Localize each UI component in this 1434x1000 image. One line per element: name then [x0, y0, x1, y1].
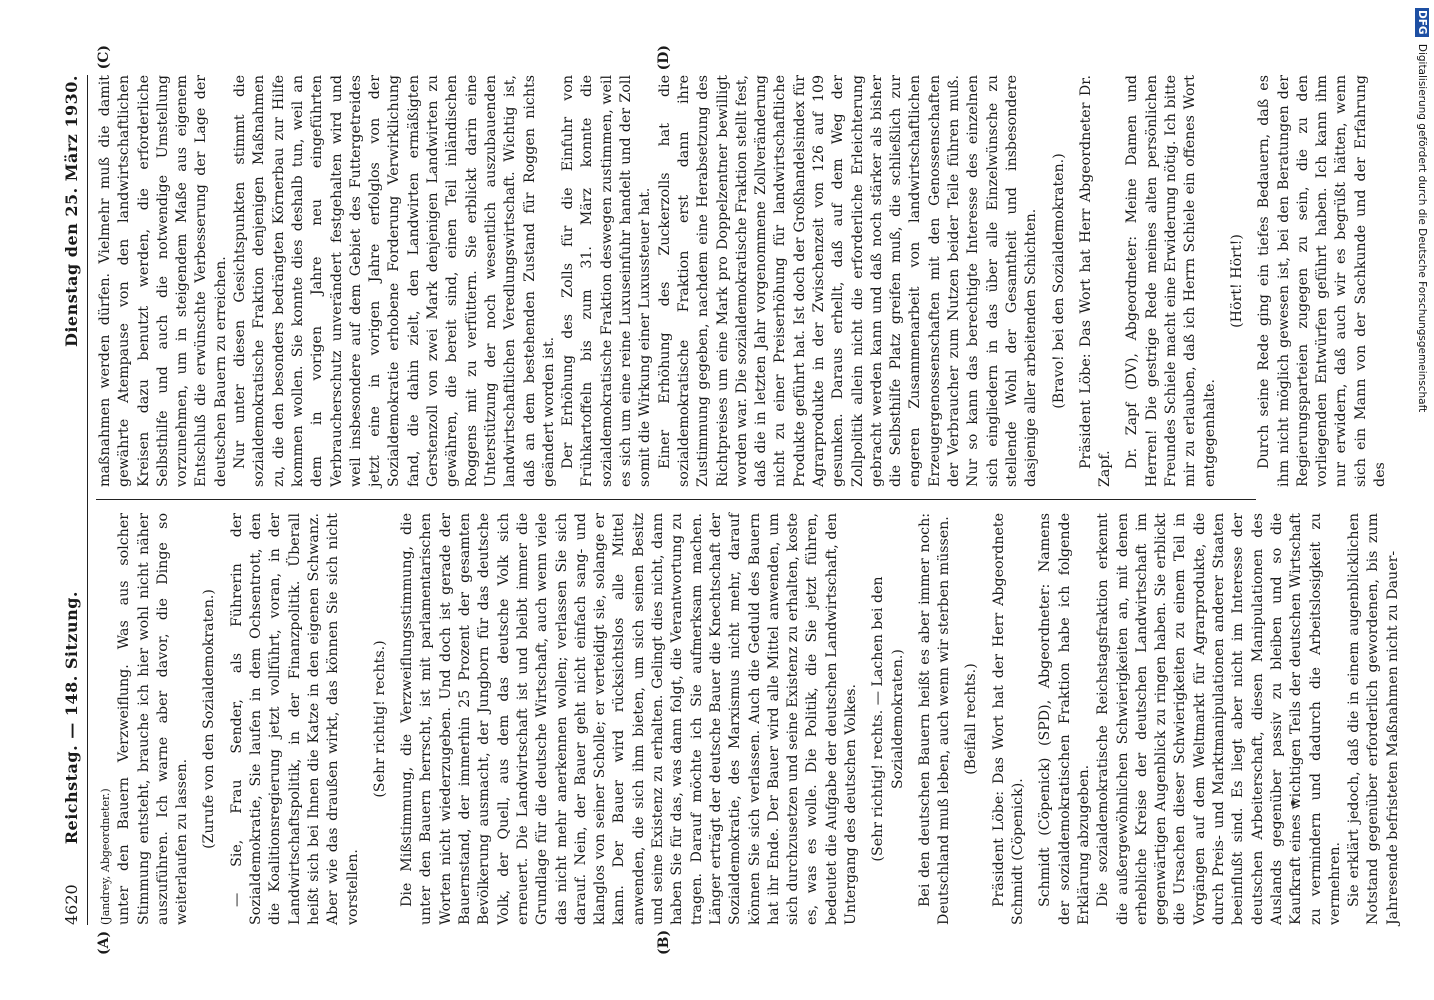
- margin-letter-b: (B): [656, 929, 672, 955]
- president-statement: Präsident Löbe: Das Wort hat Herr Abgeordneter Dr. Zapf.: [1077, 75, 1114, 487]
- scanned-page: [42, 45, 1401, 955]
- margin-letter-d: (D): [656, 45, 672, 71]
- digitization-credit: [1412, 8, 1432, 948]
- president-statement: Präsident Löbe: Das Wort hat der Herr Abgeordnete Schmidt (Cöpenick).: [990, 513, 1027, 925]
- session-date: Dienstag den 25. März 1930.: [62, 75, 81, 348]
- digitization-credit-text: Digitalisierung gefördert durch die Deutsche Forschungsgemeinschaft: [1416, 43, 1428, 413]
- session-title: Reichstag. — 148. Sitzung.: [62, 591, 81, 845]
- speaker-intro: Schmidt (Cöpenick) (SPD), Abgeordneter: Namens der sozialdemokratischen Fraktion habe ich folgende Erklärung abzugeben.: [1037, 513, 1092, 925]
- interjection: (Hört! Hört!): [1228, 234, 1245, 328]
- paragraph: Die sozialdemokratische Reichstagsfraktion erkennt die außergewöhnlichen Schwierigkeiten an, mit denen erhebliche Kreise der deutschen Landwirtschaft im gegenwärtigen Augenblick zu ringen haben. Sie erblickt die Ursachen dieser Schwierigkeiten zu einem Teil in Vorgängen auf dem Weltmarkt für Agrarprodukte, die durch Preis- und Marktmanipulationen anderer Staaten beeinflußt sind. Es liegt aber nicht im Interesse der deutschen Arbeiterschaft, diesen Manipulationen des Auslands gegenüber passiv zu bleiben und so die Kaufkraft eines wichtigen Teils der deutschen Wirtschaft zu vermindern und dadurch die Arbeitslosigkeit zu vermehren.: [1095, 513, 1343, 925]
- page-header: [62, 75, 88, 925]
- paragraph: — Sie, Frau Sender, als Führerin der Sozialdemokratie, Sie laufen in dem Ochsentrott, den die Koalitionsregierung jetzt vollführt, voran, in der Landwirtschaftspolitik, in der Finanzpolitik. Überall heißt sich bei Ihnen die Katze in den eigenen Schwanz. Aber wie das draußen wirkt, das können Sie sich nicht vorstellen.: [228, 513, 361, 925]
- margin-letter-c: (C): [96, 45, 112, 70]
- interjection: (Beifall rechts.): [963, 663, 980, 775]
- paragraph: Bei den deutschen Bauern heißt es aber immer noch: Deutschland muß leben, auch wenn wir sterben müssen.: [916, 513, 953, 925]
- interjection: (Bravo! bei den Sozialdemokraten.): [1050, 153, 1067, 409]
- page-number: 4620: [62, 884, 81, 925]
- speaker-continuation: (Jandrey, Abgeordneter.): [99, 788, 112, 925]
- paragraph: unter den Bauern Verzweiflung. Was aus solcher Stimmung entsteht, brauche ich hier wohl nicht näher auszuführen. Ich warne aber davor, die Dinge so weiterlaufen zu lassen.: [116, 513, 191, 925]
- dfg-logo-icon: DFG: [1416, 10, 1428, 35]
- paragraph: Die Mißstimmung, die Verzweiflungsstimmung, die unter den Bauern herrscht, ist mit parlamentarischen Worten nicht wiederzugeben. Und doch ist gerade der Bauernstand, der immerhin 25 Prozent der gesamten Bevölkerung ausmacht, der Jungborn für das deutsche Volk, der Quell, aus dem das deutsche Volk sich erneuert. Die Landwirtschaft ist und bleibt immer die Grundlage für die deutsche Wirtschaft, auch wenn viele das nicht mehr anerkennen wollen; verlassen Sie sich darauf. Nein, der Bauer geht nicht einfach sang- und klanglos von seiner Scholle; er verteidigt sie, solange er kann. Der Bauer wird rücksichtslos alle Mittel anwenden, die sich ihm bieten, um sich seinen Besitz und seine Existenz zu erhalten. Gelingt dies nicht, dann haben Sie für das, was dann folgt, die Verantwortung zu tragen. Darauf möchte ich Sie aufmerksam machen. Länger erträgt der deutsche Bauer die Knechtschaft der Sozialdemokratie, des Marxismus nicht mehr, darauf können Sie sich verlassen. Auch die Geduld des Bauern hat ihr Ende. Der Bauer wird alle Mittel anwenden, um sich durchzusetzen und seine Existenz zu erhalten, koste es, was es wolle. Die Politik, die Sie jetzt führen, bedeutet die Aufgabe der deutschen Landwirtschaft, den Untergang des deutschen Volkes.: [399, 513, 859, 925]
- left-column: [96, 513, 1403, 925]
- paragraph: Durch seine Rede ging ein tiefes Bedauern, daß es ihm nicht möglich gewesen ist, bei den Beratungen der Regierungsparteien zugegen zu sein, die zu den vorliegenden Entwürfen geführt haben. Ich kann ihm nur erwidern, daß auch wir es begrüßt hätten, wenn sich ein Mann von der Sachkunde und der Erfahrung des: [1256, 75, 1388, 487]
- text-columns: [96, 45, 1401, 955]
- paragraph: Der Erhöhung des Zolls für die Einfuhr von Frühkartoffeln bis zum 31. März konnte die sozialdemokratische Fraktion deswegen zustimmen, weil es sich um eine reine Luxuseinfuhr handelt und der Zoll somit die Wirkung einer Luxussteuer hat.: [560, 75, 654, 487]
- margin-letter-a: (A): [96, 930, 112, 955]
- paragraph: Nur unter diesen Gesichtspunkten stimmt die sozialdemokratische Fraktion denjenigen Maßnahmen zu, die den besonders bedrängten Körnerbau zur Hilfe kommen wollen. Sie konnte dies deshalb tun, weil an dem in vorigen Jahre neu eingeführten Verbraucherschutz unverändert festgehalten wird und weil insbesondere auf dem Gebiet des Futtergetreides jetzt eine in vorigen Jahre erfolglos von der Sozialdemokratie erhobene Forderung Verwirklichung fand, die dahin zielt, den Landwirten ermäßigten Gerstenzoll von zwei Mark denjenigen Landwirten zu gewähren, die bereit sind, einen Teil inländischen Roggens mit zu verfüttern. Sie erblickt darin eine Unterstützung der noch wesentlich auszubauenden landwirtschaftlichen Veredlungswirtschaft. Wichtig ist, daß an dem bestehenden Zustand für Roggen nichts geändert worden ist.: [232, 75, 557, 487]
- speaker-intro: Dr. Zapf (DV), Abgeordneter: Meine Damen und Herren! Die gestrige Rede meines alten persönlichen Freundes Schiele macht eine Erwiderung nötig. Ich bitte mir zu erlauben, daß ich Herrn Schiele ein offenes Wort entgegenhalte.: [1124, 75, 1218, 487]
- interjection: (Sehr richtig! rechts.): [371, 640, 388, 798]
- interjection: (Zurufe von den Sozialdemokraten.): [201, 589, 218, 849]
- paragraph: maßnahmen werden dürfen. Vielmehr muß die damit gewährte Atempause von den landwirtschaftlichen Kreisen dazu benutzt werden, die erforderliche Selbsthilfe und auch die notwendige Umstellung vorzunehmen, um in steigendem Maße aus eigenem Entschluß die erwünschte Verbesserung der Lage der deutschen Bauern zu erreichen.: [97, 75, 229, 487]
- paragraph: Sie erklärt jedoch, daß die in einem augenblicklichen Notstand gegenüber erforderlich gewordenen, bis zum Jahresende befristeten Maßnahmen nicht zu Dauer-: [1346, 513, 1401, 925]
- right-column: [96, 75, 1403, 487]
- interjection: (Sehr richtig! rechts. — Lachen bei den Sozialdemokraten.): [870, 576, 906, 862]
- paragraph: Einer Erhöhung des Zuckerzolls hat die sozialdemokratische Fraktion erst dann ihre Zustimmung gegeben, nachdem eine Herabsetzung des Richtpreises um eine Mark pro Doppelzentner bewilligt worden war. Die sozialdemokratische Fraktion stellt fest, daß die in letzten Jahr vorgenommene Zollveränderung nicht zu einer Preiserhöhung für landwirtschaftliche Produkte geführt hat. Ist doch der Großhandelsindex für Agrarprodukte in der Zwischenzeit von 126 auf 109 gesunken. Daraus erhellt, daß auf dem Weg der Zollpolitik allein nicht die erforderliche Erleichterung gebracht werden kann und daß noch stärker als bisher die Selbsthilfe Platz greifen muß, die schließlich zur engeren Zusammenarbeit von landwirtschaftlichen Erzeugergenossenschaften mit den Genossenschaften der Verbraucher zum Nutzen beider Teile führen muß. Nur so kann das berechtigte Interesse des einzelnen sich eingliedern in das über alle Einzelwünsche zu stellende Wohl der Gesamtheit und insbesondere dasjenige aller arbeitenden Schichten.: [656, 75, 1040, 487]
